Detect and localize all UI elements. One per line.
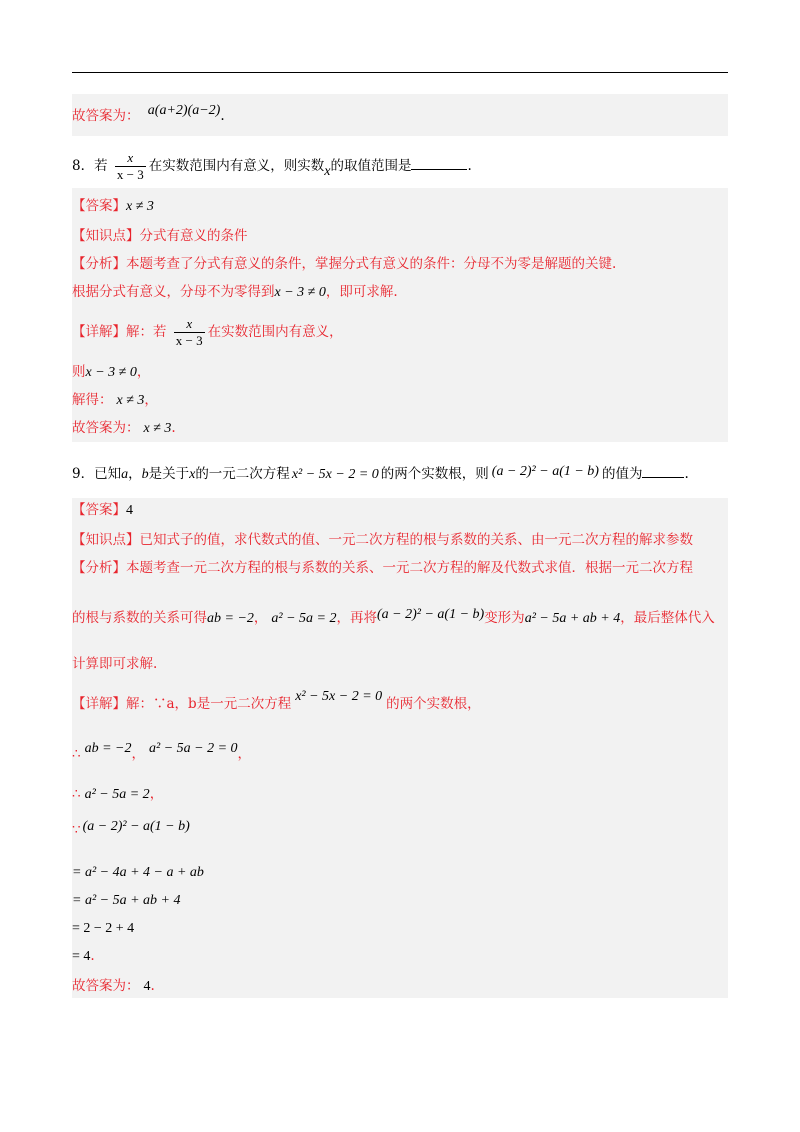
q9-analysis-text1: 本题考查一元二次方程的根与系数的关系、一元二次方程的解及代数式求值．根据一元二次方程 <box>126 560 693 576</box>
q9-s5-expr: = a² − 5a + ab + 4 <box>72 893 181 908</box>
q9-x: x <box>189 467 196 482</box>
q9-analysis-line-3 <box>72 654 157 674</box>
q9-comma: ， <box>128 466 142 482</box>
q8-final-end: . <box>171 420 176 436</box>
q9-detail-eq: x² − 5x − 2 = 0 <box>295 689 383 704</box>
q8-detail-frac-num: x <box>186 316 193 331</box>
q9-final-value: 4 <box>143 979 151 994</box>
q8-answer-line <box>72 196 154 217</box>
q9-number: 9． <box>72 466 95 482</box>
q8-final-line <box>72 418 176 439</box>
q9-analysis-expr4: a² − 5a + ab + 4 <box>524 611 621 626</box>
q8-analysis-line-2 <box>72 282 398 303</box>
q9-s1-end: ， <box>237 746 252 762</box>
q9-step-2 <box>72 784 163 805</box>
q9-answer-line <box>72 500 133 521</box>
q9-final-end: . <box>150 978 155 994</box>
q9-detail-line-1 <box>72 689 481 715</box>
q9-s1-expr1: ab = −2 <box>84 741 132 756</box>
q8-detail-text1a: 解：若 <box>126 324 167 340</box>
q9-knowledge-label: 【知识点】 <box>72 532 140 548</box>
prev-answer-expr: a(a+2)(a−2) <box>147 103 221 118</box>
q8-step2a: 解得： <box>72 392 113 408</box>
q9-part4: 的两个实数根，则 <box>380 466 489 482</box>
q9-analysis-text2b: ，再将 <box>336 610 377 626</box>
header-rule <box>72 72 728 73</box>
q9-detail-label: 【详解】 <box>72 696 126 712</box>
q9-part3: 的一元二次方程 <box>195 466 290 482</box>
prev-answer-line <box>72 103 225 127</box>
q9-s2-end: ， <box>149 786 164 802</box>
q8-analysis-text1: 本题考查了分式有意义的条件，掌握分式有意义的条件：分母不为零是解题的关键. <box>126 256 617 272</box>
q9-analysis-expr3: (a − 2)² − a(1 − b) <box>377 607 485 622</box>
q9-step-6 <box>72 918 134 939</box>
q9-equation: x² − 5x − 2 = 0 <box>291 467 379 482</box>
q9-final-label: 故答案为： <box>72 978 140 994</box>
q8-analysis-text2b: ，即可求解. <box>325 284 398 300</box>
q8-solution-block <box>72 188 728 442</box>
question-9 <box>72 464 689 485</box>
q9-step-3 <box>72 816 190 837</box>
q8-detail-line-1 <box>72 316 343 349</box>
q9-final-line <box>72 976 155 997</box>
q9-s7-end: . <box>90 948 95 964</box>
q9-step-5 <box>72 890 181 911</box>
q8-analysis-expr: x − 3 ≠ 0 <box>274 285 326 300</box>
prev-answer-end: . <box>220 108 225 124</box>
q8-number: 8． <box>72 158 95 174</box>
q9-answer-label: 【答案】 <box>72 502 126 518</box>
q9-detail-text1a: 解：∵a，b是一元二次方程 <box>126 696 292 712</box>
q8-frac-num: x <box>127 150 134 165</box>
q8-final-expr: x ≠ 3 <box>143 421 172 436</box>
q8-fraction <box>115 150 146 183</box>
q9-answer-blank[interactable] <box>642 465 684 478</box>
q9-analysis-text2a: 的根与系数的关系可得 <box>72 610 207 626</box>
q8-knowledge-label: 【知识点】 <box>72 228 140 244</box>
q9-detail-text1b: 的两个实数根， <box>386 696 481 712</box>
q8-part2: 在实数范围内有意义，则实数 <box>148 158 325 174</box>
q8-answer-blank[interactable] <box>411 157 467 170</box>
q9-part1: 已知 <box>94 466 122 482</box>
q9-analysis-expr2: a² − 5a = 2 <box>271 611 337 626</box>
q8-step1b: ， <box>136 364 151 380</box>
q8-detail-fraction <box>174 316 205 349</box>
q9-step-7 <box>72 946 95 967</box>
q8-knowledge-text: 分式有意义的条件 <box>139 228 248 244</box>
q9-s1-sep: ， <box>131 746 145 762</box>
q9-analysis-sep: ， <box>253 610 268 626</box>
q9-s1-expr2: a² − 5a − 2 = 0 <box>149 741 238 756</box>
q8-detail-text1b: 在实数范围内有意义， <box>207 324 343 340</box>
q8-part3: 的取值范围是 <box>330 158 412 174</box>
q8-part1: 若 <box>94 158 108 174</box>
q8-knowledge-line <box>72 226 248 246</box>
q8-answer-value: x ≠ 3 <box>126 199 154 214</box>
q9-answer-value: 4 <box>126 503 133 518</box>
q8-analysis-line-1 <box>72 254 616 274</box>
q9-a: a <box>121 467 129 482</box>
q8-step-1 <box>72 362 150 383</box>
q8-var: x <box>324 164 331 179</box>
q9-knowledge-text: 已知式子的值，求代数式的值、一元二次方程的根与系数的关系、由一元二次方程的解求参数 <box>139 532 693 548</box>
q8-step1-expr: x − 3 ≠ 0 <box>85 365 137 380</box>
prev-answer-label: 故答案为： <box>72 108 140 124</box>
q8-step-2 <box>72 390 158 411</box>
q9-s1-therefore: ∴ <box>72 746 81 762</box>
q9-end: . <box>684 466 689 482</box>
q8-frac-den: x − 3 <box>116 167 144 182</box>
q8-final-label: 故答案为： <box>72 420 140 436</box>
q9-analysis-line-2 <box>72 608 715 629</box>
question-8 <box>72 150 472 183</box>
q8-analysis-label: 【分析】 <box>72 256 126 272</box>
q9-s2-expr: a² − 5a = 2 <box>84 787 150 802</box>
q9-s4-expr: = a² − 4a + 4 − a + ab <box>72 865 204 880</box>
q8-step1a: 则 <box>72 364 86 380</box>
q9-s6-expr: = 2 − 2 + 4 <box>72 921 135 936</box>
q9-expression: (a − 2)² − a(1 − b) <box>491 464 599 479</box>
q9-analysis-expr1: ab = −2 <box>207 611 254 626</box>
q8-detail-label: 【详解】 <box>72 324 126 340</box>
q9-analysis-text2c: 变形为 <box>484 610 525 626</box>
q9-b: b <box>141 467 149 482</box>
q9-s3-because: ∵ <box>72 822 81 838</box>
q9-solution-block <box>72 498 728 998</box>
q9-step-1 <box>72 738 252 762</box>
q8-detail-frac-den: x − 3 <box>175 333 203 348</box>
q9-part2: 是关于 <box>148 466 190 482</box>
q9-s3-expr: (a − 2)² − a(1 − b) <box>82 819 190 834</box>
q8-analysis-text2a: 根据分式有意义，分母不为零得到 <box>72 284 275 300</box>
q9-analysis-text3: 计算即可求解. <box>72 656 158 672</box>
q8-step2b: ， <box>144 392 158 408</box>
q8-answer-label: 【答案】 <box>72 198 126 214</box>
q8-step2-expr: x ≠ 3 <box>116 393 145 408</box>
q9-s2-therefore: ∴ <box>72 786 81 802</box>
q9-analysis-label: 【分析】 <box>72 560 126 576</box>
q9-s7-expr: = 4 <box>72 949 91 964</box>
prev-answer-block <box>72 94 728 136</box>
q8-end: . <box>467 158 472 174</box>
q9-part5: 的值为 <box>601 466 643 482</box>
q9-analysis-text2d: ，最后整体代入 <box>620 610 715 626</box>
q9-step-4 <box>72 862 204 883</box>
q9-analysis-line-1 <box>72 558 693 578</box>
q9-knowledge-line <box>72 530 693 550</box>
